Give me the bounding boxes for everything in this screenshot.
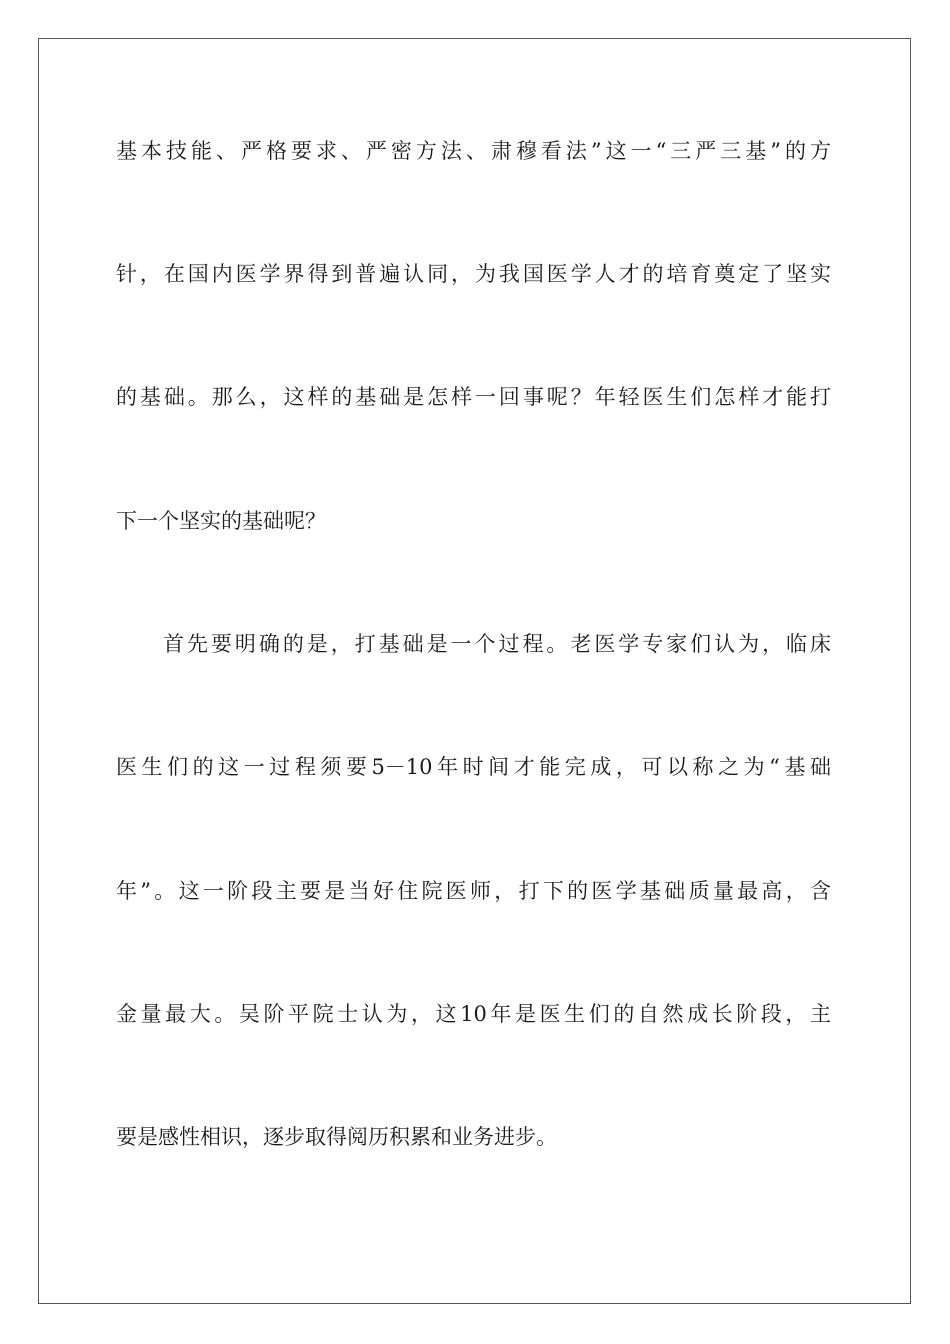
page-border [38,38,911,1304]
paragraph-line-7: 年”。这一阶段主要是当好住院医师，打下的医学基础质量最高，含 [116,879,831,903]
paragraph-line-9: 要是感性相识，逐步取得阅历积累和业务进步。 [116,1125,557,1149]
paragraph-line-3: 的基础。那么，这样的基础是怎样一回事呢？年轻医生们怎样才能打 [116,385,831,409]
paragraph-line-6: 医生们的这一过程须要5－10年时间才能完成，可以称之为“基础 [116,755,831,779]
paragraph-line-5: 首先要明确的是，打基础是一个过程。老医学专家们认为，临床 [163,632,831,656]
paragraph-line-8: 金量最大。吴阶平院士认为，这10年是医生们的自然成长阶段，主 [116,1002,831,1026]
paragraph-line-1: 基本技能、严格要求、严密方法、肃穆看法”这一“三严三基”的方 [116,139,831,163]
paragraph-line-4: 下一个坚实的基础呢？ [116,509,326,533]
paragraph-line-2: 针，在国内医学界得到普遍认同，为我国医学人才的培育奠定了坚实 [116,262,831,286]
